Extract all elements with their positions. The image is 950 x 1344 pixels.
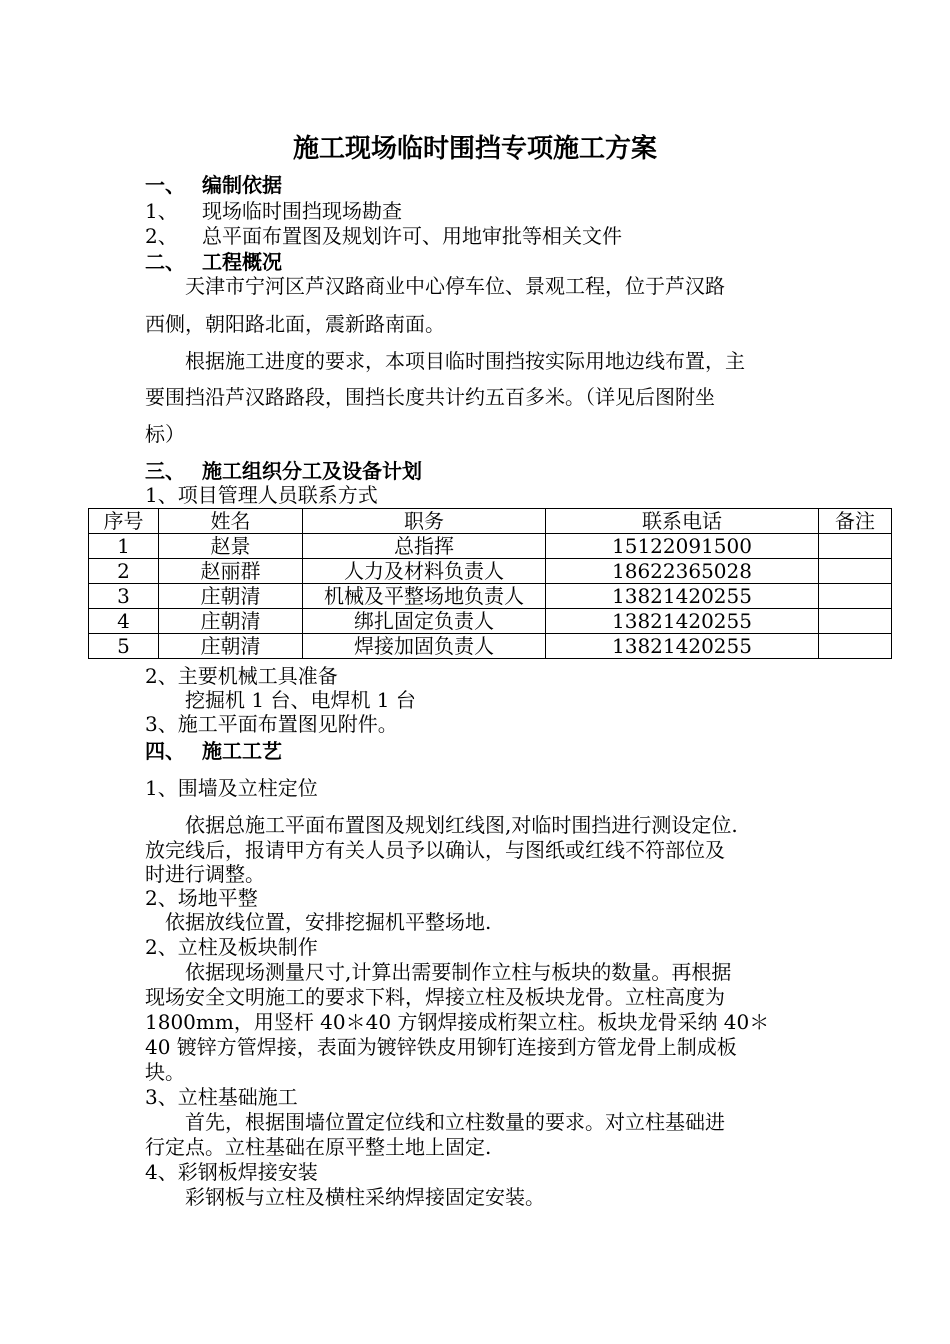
section-title: 施工工艺 (202, 739, 282, 763)
cell-phone: 13821420255 (546, 584, 819, 609)
section-title: 编制依据 (202, 173, 282, 197)
cell-name: 庄朝清 (159, 634, 303, 659)
section-number: 三、 (145, 459, 185, 483)
cell-remark (819, 609, 892, 634)
paragraph-line: 现场安全文明施工的要求下料，焊接立柱及板块龙骨。立柱高度为 (145, 985, 725, 1009)
cell-remark (819, 634, 892, 659)
header-remark: 备注 (819, 509, 892, 534)
process-step-title: 3、立柱基础施工 (145, 1085, 298, 1109)
header-role: 职务 (303, 509, 546, 534)
table-row (89, 534, 892, 559)
cell-index: 1 (89, 534, 159, 559)
cell-remark (819, 584, 892, 609)
paragraph-line: 依据现场测量尺寸,计算出需要制作立柱与板块的数量。再根据 (145, 960, 732, 984)
process-step-title: 4、彩钢板焊接安装 (145, 1160, 318, 1184)
overview-line: 西侧，朝阳路北面，震新路南面。 (145, 312, 445, 336)
layout-note: 3、施工平面布置图见附件。 (145, 712, 398, 736)
header-name: 姓名 (159, 509, 303, 534)
paragraph-line: 1800mm，用竖杆 40＊40 方钢焊接成桁架立柱。板块龙骨采纳 40＊ (145, 1010, 770, 1034)
cell-role: 绑扎固定负责人 (303, 609, 546, 634)
paragraph-line: 彩钢板与立柱及横柱采纳焊接固定安装。 (145, 1185, 545, 1209)
item-text: 现场临时围挡现场勘查 (202, 199, 402, 223)
table-row (89, 584, 892, 609)
cell-phone: 18622365028 (546, 559, 819, 584)
section-number: 四、 (145, 739, 185, 763)
equipment-title: 2、主要机械工具准备 (145, 664, 338, 688)
section-heading-process (145, 738, 282, 764)
cell-role: 总指挥 (303, 534, 546, 559)
overview-line: 天津市宁河区芦汉路商业中心停车位、景观工程，位于芦汉路 (145, 274, 725, 298)
cell-index: 5 (89, 634, 159, 659)
table-row (89, 609, 892, 634)
cell-phone: 13821420255 (546, 634, 819, 659)
item-number: 2、 (145, 224, 178, 248)
cell-index: 2 (89, 559, 159, 584)
cell-name: 赵景 (159, 534, 303, 559)
item-text: 总平面布置图及规划许可、用地审批等相关文件 (202, 224, 622, 248)
contacts-table (88, 508, 892, 659)
cell-index: 3 (89, 584, 159, 609)
document-title: 施工现场临时围挡专项施工方案 (292, 134, 657, 164)
paragraph-line: 行定点。立柱基础在原平整土地上固定. (145, 1135, 492, 1159)
header-index: 序号 (89, 509, 159, 534)
section-number: 二、 (145, 250, 185, 274)
paragraph-line: 首先，根据围墙位置定位线和立柱数量的要求。对立柱基础进 (145, 1110, 725, 1134)
section-number: 一、 (145, 173, 185, 197)
section-heading-basis (145, 172, 282, 198)
table-row (89, 559, 892, 584)
process-step-title: 1、围墙及立柱定位 (145, 776, 318, 800)
paragraph-line: 40 镀锌方管焊接，表面为镀锌铁皮用铆钉连接到方管龙骨上制成板 (145, 1035, 737, 1059)
section-title: 工程概况 (202, 250, 282, 274)
item-number: 1、 (145, 199, 178, 223)
cell-phone: 15122091500 (546, 534, 819, 559)
paragraph-line: 依据总施工平面布置图及规划红线图,对临时围挡进行测设定位. (145, 813, 738, 837)
table-header-row (89, 509, 892, 534)
cell-remark (819, 534, 892, 559)
process-step-title: 2、场地平整 (145, 886, 258, 910)
cell-phone: 13821420255 (546, 609, 819, 634)
paragraph-line: 块。 (145, 1060, 185, 1084)
overview-line: 标） (145, 422, 185, 446)
basis-item (145, 224, 622, 249)
cell-name: 庄朝清 (159, 584, 303, 609)
overview-line: 要围挡沿芦汉路路段，围挡长度共计约五百多米。（详见后图附坐 (145, 385, 715, 409)
section-heading-overview (145, 249, 282, 275)
cell-name: 赵丽群 (159, 559, 303, 584)
basis-item (145, 199, 402, 224)
cell-index: 4 (89, 609, 159, 634)
paragraph-line: 依据放线位置，安排挖掘机平整场地. (145, 910, 492, 934)
process-step-title: 2、立柱及板块制作 (145, 935, 318, 959)
cell-role: 机械及平整场地负责人 (303, 584, 546, 609)
section-title: 施工组织分工及设备计划 (202, 459, 422, 483)
paragraph-line: 时进行调整。 (145, 862, 265, 886)
overview-line: 根据施工进度的要求，本项目临时围挡按实际用地边线布置，主 (145, 349, 745, 373)
equipment-text: 挖掘机 1 台、电焊机 1 台 (145, 688, 416, 712)
header-phone: 联系电话 (546, 509, 819, 534)
paragraph-line: 放完线后，报请甲方有关人员予以确认，与图纸或红线不符部位及 (145, 838, 725, 862)
section-heading-organization (145, 458, 422, 484)
cell-name: 庄朝清 (159, 609, 303, 634)
cell-remark (819, 559, 892, 584)
cell-role: 焊接加固负责人 (303, 634, 546, 659)
cell-role: 人力及材料负责人 (303, 559, 546, 584)
table-row (89, 634, 892, 659)
contacts-caption: 1、项目管理人员联系方式 (145, 483, 378, 507)
